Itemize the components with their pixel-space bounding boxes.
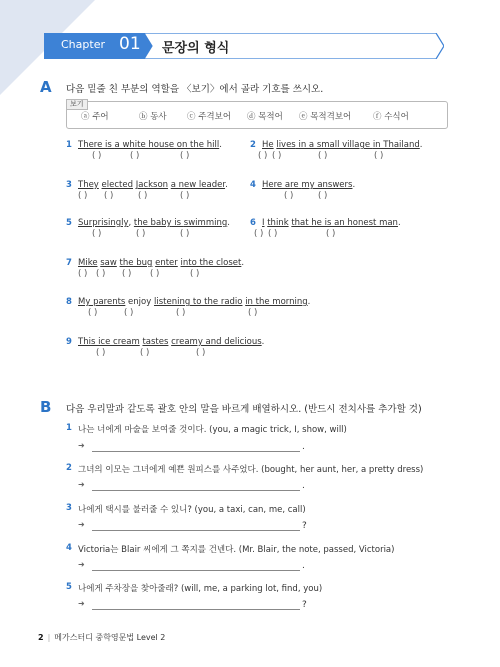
bogi-option: ⓐ 주어 [81,112,109,122]
answer-paren[interactable]: ( ) [122,269,132,279]
arrow-icon: ➜ [78,441,85,450]
question-prompt: 나에게 주차장을 찾아줄래? (will, me, a parking lot, find, you) [78,584,323,594]
question-number: 3 [66,503,72,513]
answer-paren[interactable]: ( ) [78,191,88,201]
question-sentence: This ice cream tastes creamy and delicious. [78,337,265,347]
arrow-icon: ➜ [78,560,85,569]
footer-separator: | [47,633,51,642]
answer-paren[interactable]: ( ) [92,151,102,161]
bogi-label: 보기 [66,99,88,110]
question-sentence: Surprisingly, the baby is swimming. [78,218,230,228]
answer-line[interactable] [92,609,300,610]
answer-paren[interactable]: ( ) [248,308,258,318]
answer-paren[interactable]: ( ) [138,191,148,201]
answer-paren[interactable]: ( ) [140,348,150,358]
section-a-instruction: 다음 밑줄 친 부분의 역할을 〈보기〉에서 골라 기호를 쓰시오. [66,84,324,95]
answer-paren[interactable]: ( ) [284,191,294,201]
answer-line[interactable] [92,490,300,491]
question-prompt: 그녀의 이모는 그녀에게 예쁜 원피스를 사주었다. (bought, her aunt, her, a pretty dress) [78,465,424,475]
chapter-number: 01 [119,34,141,54]
end-punctuation: ? [302,521,307,531]
bogi-option: ⓒ 주격보어 [187,112,232,122]
question-number: 8 [66,297,72,307]
answer-paren[interactable]: ( ) [124,308,134,318]
answer-paren[interactable]: ( ) [130,151,140,161]
question-number: 6 [250,218,256,228]
end-punctuation: . [302,481,305,491]
answer-line[interactable] [92,451,300,452]
bogi-box [66,101,448,129]
question-sentence: My parents enjoy listening to the radio in the morning. [78,297,311,307]
question-number: 3 [66,180,72,190]
answer-paren[interactable]: ( ) [180,151,190,161]
page-footer [38,632,165,643]
question-number: 2 [66,463,72,473]
answer-paren[interactable]: ( ) [92,229,102,239]
answer-line[interactable] [92,570,300,571]
question-number: 7 [66,258,72,268]
question-number: 4 [250,180,256,190]
end-punctuation: ? [302,600,307,610]
question-sentence: I think that he is an honest man. [262,218,401,228]
answer-paren[interactable]: ( ) [272,151,282,161]
question-prompt: 나는 너에게 마술을 보여줄 것이다. (you, a magic trick, I, show, will) [78,425,347,435]
question-prompt: 나에게 택시를 불러줄 수 있니? (you, a taxi, can, me, call) [78,505,306,515]
question-number: 4 [66,543,72,553]
chapter-label: Chapter [61,38,105,51]
bogi-option: ⓕ 수식어 [373,112,409,122]
question-number: 1 [66,140,72,150]
arrow-icon: ➜ [78,480,85,489]
question-number: 5 [66,582,72,592]
chapter-banner [44,33,444,59]
answer-paren[interactable]: ( ) [104,191,114,201]
question-number: 9 [66,337,72,347]
question-sentence: There is a white house on the hill. [78,140,222,150]
question-number: 5 [66,218,72,228]
answer-paren[interactable]: ( ) [180,229,190,239]
answer-paren[interactable]: ( ) [318,191,328,201]
section-b-instruction: 다음 우리말과 같도록 괄호 안의 말을 바르게 배열하시오. (반드시 전치사를 추가할 것) [66,404,422,415]
answer-paren[interactable]: ( ) [258,151,268,161]
answer-paren[interactable]: ( ) [190,269,200,279]
question-prompt: Victoria는 Blair 씨에게 그 쪽지를 건넨다. (Mr. Blair, the note, passed, Victoria) [78,545,395,555]
answer-paren[interactable]: ( ) [176,308,186,318]
question-sentence: He lives in a small village in Thailand. [262,140,423,150]
section-b-letter: B [40,398,52,416]
answer-paren[interactable]: ( ) [96,348,106,358]
bogi-option: ⓑ 동사 [139,112,167,122]
question-sentence: Here are my answers. [262,180,356,190]
answer-paren[interactable]: ( ) [150,269,160,279]
book-title: 메가스터디 중학영문법 Level 2 [54,633,166,642]
bogi-option: ⓔ 목적격보어 [299,112,352,122]
section-a-letter: A [40,78,52,96]
answer-paren[interactable]: ( ) [326,229,336,239]
answer-line[interactable] [92,530,300,531]
answer-paren[interactable]: ( ) [96,269,106,279]
end-punctuation: . [302,442,305,452]
answer-paren[interactable]: ( ) [136,229,146,239]
end-punctuation: . [302,561,305,571]
arrow-icon: ➜ [78,520,85,529]
answer-paren[interactable]: ( ) [196,348,206,358]
answer-paren[interactable]: ( ) [180,191,190,201]
question-sentence: Mike saw the bug enter into the closet. [78,258,245,268]
answer-paren[interactable]: ( ) [374,151,384,161]
answer-paren[interactable]: ( ) [78,269,88,279]
answer-paren[interactable]: ( ) [88,308,98,318]
chapter-title: 문장의 형식 [162,41,230,56]
question-sentence: They elected Jackson a new leader. [78,180,228,190]
answer-paren[interactable]: ( ) [318,151,328,161]
arrow-icon: ➜ [78,599,85,608]
question-number: 1 [66,423,72,433]
question-number: 2 [250,140,256,150]
answer-paren[interactable]: ( ) [268,229,278,239]
answer-paren[interactable]: ( ) [254,229,264,239]
page-number: 2 [38,633,44,642]
bogi-option: ⓓ 목적어 [247,112,283,122]
